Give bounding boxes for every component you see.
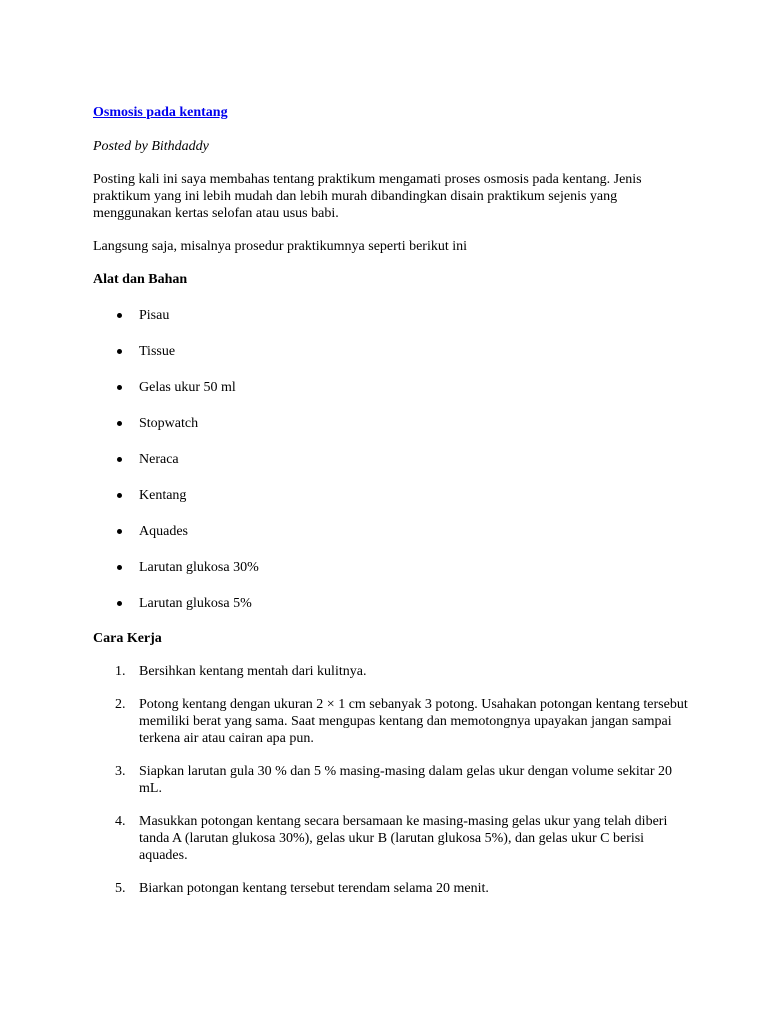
list-item — [93, 813, 693, 864]
step-number: 4. — [115, 814, 126, 829]
step-number: 5. — [115, 881, 126, 896]
article-title-link[interactable]: Osmosis pada kentang — [93, 105, 228, 120]
step-text: Masukkan potongan kentang secara bersamaan ke masing-masing gelas ukur yang telah diberi tanda A (larutan glukosa 30%), gelas ukur B (larutan glukosa 5%), dan gelas ukur C berisi aquades. — [139, 814, 668, 863]
list-item — [93, 487, 693, 504]
intro-paragraph: Posting kali ini saya membahas tentang praktikum mengamati proses osmosis pada kentang. Jenis praktikum yang ini lebih mudah dan lebih murah dibandingkan disain praktikum sejenis yang menggunakan kertas selofan atau usus babi. — [93, 172, 642, 221]
list-item — [93, 763, 693, 797]
list-item — [93, 559, 693, 576]
article-byline: Posted by Bithdaddy — [93, 139, 209, 154]
materials-list — [93, 307, 693, 612]
bullet-icon — [117, 565, 122, 570]
list-item-text: Gelas ukur 50 ml — [139, 380, 236, 395]
procedure-list — [93, 663, 693, 897]
list-item-text: Kentang — [139, 488, 187, 503]
materials-heading: Alat dan Bahan — [93, 272, 188, 287]
document-page — [93, 104, 693, 897]
list-item-text: Pisau — [139, 308, 170, 323]
list-item-text: Larutan glukosa 30% — [139, 560, 259, 575]
bullet-icon — [117, 601, 122, 606]
list-item-text: Stopwatch — [139, 416, 199, 431]
list-item-text: Aquades — [139, 524, 188, 539]
list-item — [93, 523, 693, 540]
bullet-icon — [117, 529, 122, 534]
list-item — [93, 307, 693, 324]
lead-paragraph: Langsung saja, misalnya prosedur praktikumnya seperti berikut ini — [93, 239, 468, 254]
list-item — [93, 880, 693, 897]
list-item — [93, 451, 693, 468]
list-item — [93, 343, 693, 360]
list-item — [93, 415, 693, 432]
bullet-icon — [117, 421, 122, 426]
step-number: 3. — [115, 764, 126, 779]
procedure-heading: Cara Kerja — [93, 631, 162, 646]
bullet-icon — [117, 493, 122, 498]
bullet-icon — [117, 457, 122, 462]
list-item-text: Neraca — [139, 452, 179, 467]
step-number: 2. — [115, 697, 126, 712]
step-number: 1. — [115, 664, 126, 679]
step-text: Siapkan larutan gula 30 % dan 5 % masing-masing dalam gelas ukur dengan volume sekitar 20 mL. — [139, 764, 673, 796]
list-item — [93, 379, 693, 396]
step-text: Potong kentang dengan ukuran 2 × 1 cm sebanyak 3 potong. Usahakan potongan kentang tersebut memiliki berat yang sama. Saat mengupas kentang dan memotongnya upayakan jangan sampai terkena air atau cairan apa pun. — [139, 697, 688, 746]
step-text: Biarkan potongan kentang tersebut terendam selama 20 menit. — [139, 881, 489, 896]
list-item-text: Larutan glukosa 5% — [139, 596, 252, 611]
bullet-icon — [117, 313, 122, 318]
bullet-icon — [117, 349, 122, 354]
bullet-icon — [117, 385, 122, 390]
list-item — [93, 696, 693, 747]
list-item-text: Tissue — [139, 344, 176, 359]
step-text: Bersihkan kentang mentah dari kulitnya. — [139, 664, 367, 679]
list-item — [93, 595, 693, 612]
list-item — [93, 663, 693, 680]
